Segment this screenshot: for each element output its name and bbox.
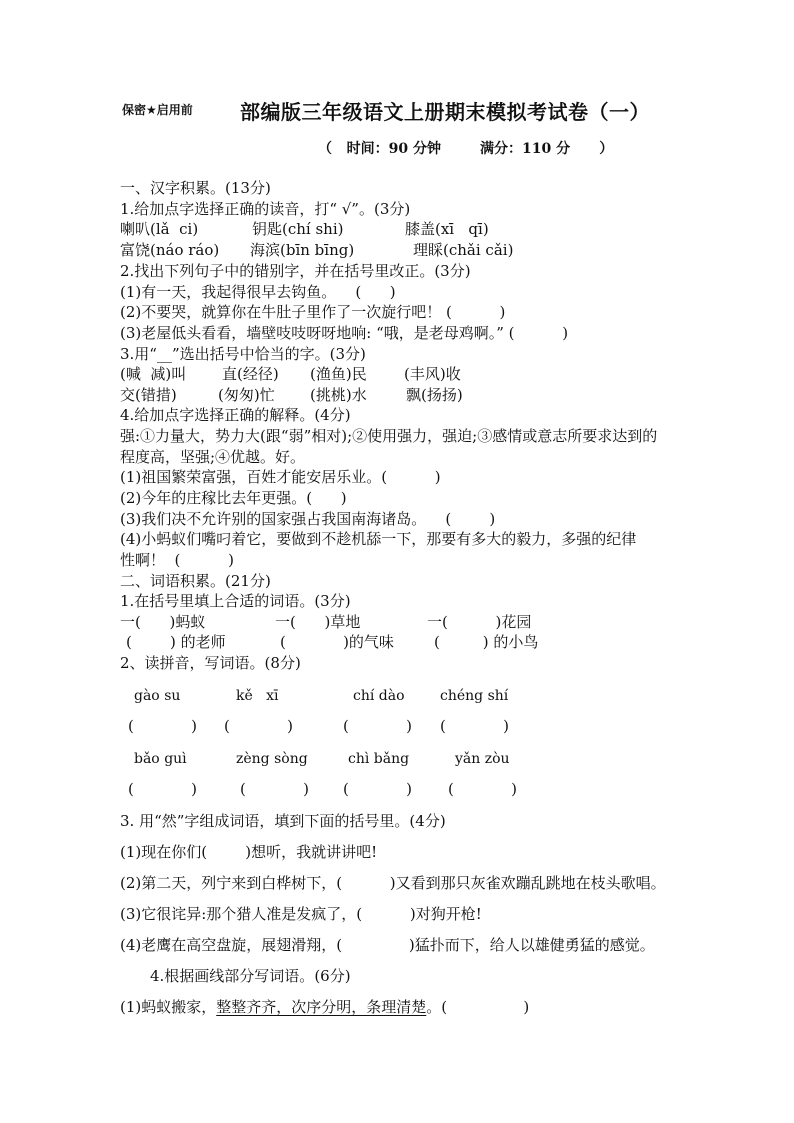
s2q3-prompt: 3. 用“然”字组成词语，填到下面的括号里。(4分) bbox=[120, 812, 446, 830]
pinyin-label: yǎn zòu bbox=[455, 751, 510, 767]
s2q1-cell: ( ) 的老师 bbox=[126, 633, 226, 651]
q4-line: (2)今年的庄稼比去年更强。( ) bbox=[120, 489, 347, 507]
q4-line: (4)小蚂蚁们嘴叼着它，要做到不趁机舔一下，那要有多大的毅力，多强的纪律 bbox=[120, 530, 637, 548]
answer-blank[interactable]: ( ) bbox=[240, 780, 309, 798]
q3-cell: (丰风)收 bbox=[404, 365, 461, 383]
s2q3-line: (3)它很诧异:那个猎人准是发疯了，( )对狗开枪! bbox=[120, 905, 482, 923]
exam-time-score: （ 时间：90 分钟 满分：110 分 ） bbox=[318, 141, 614, 157]
pinyin-label: chì bǎng bbox=[348, 751, 410, 767]
answer-blank[interactable]: ( ) bbox=[343, 780, 412, 798]
s2q4-line-prefix: (1)蚂蚁搬家， bbox=[120, 998, 217, 1016]
answer-blank[interactable]: ( ) bbox=[224, 717, 293, 735]
pinyin-label: zèng sòng bbox=[236, 751, 308, 767]
q1-item: 钥匙(chí shi) bbox=[252, 220, 344, 238]
pinyin-label: gào su bbox=[134, 688, 181, 704]
q1-item: 富饶(náo ráo) bbox=[120, 241, 220, 259]
q1-item: 理睬(chǎi cǎi) bbox=[413, 241, 514, 259]
q2-line: (1)有一天，我起得很早去钩鱼。 ( ) bbox=[120, 283, 396, 301]
confidential-mark: 保密★启用前 bbox=[122, 103, 193, 117]
s2q1-cell: ( )的气味 bbox=[280, 633, 394, 651]
q3-prompt: 3.用“__”选出括号中恰当的字。(3分) bbox=[120, 345, 366, 363]
s2q3-line: (4)老鹰在高空盘旋，展翅滑翔，( )猛扑而下，给人以雄健勇猛的感觉。 bbox=[120, 936, 655, 954]
pinyin-label: chí dào bbox=[353, 688, 405, 704]
answer-blank[interactable]: ( ) bbox=[440, 717, 509, 735]
exam-title: 部编版三年级语文上册期末模拟考试卷（一） bbox=[240, 100, 650, 124]
s2q4-line bbox=[120, 997, 529, 1017]
q1-item: 海滨(bīn bīng) bbox=[250, 241, 355, 259]
q3-cell: (喊 减)叫 bbox=[120, 365, 187, 383]
q1-item: 喇叭(lǎ ci) bbox=[120, 220, 199, 238]
section2-heading: 二、词语积累。(21分) bbox=[120, 572, 271, 590]
q2-prompt: 2.找出下列句子中的错别字，并在括号里改正。(3分) bbox=[120, 262, 471, 280]
s2q1-cell: ( ) 的小鸟 bbox=[434, 633, 539, 651]
q4-line: 性啊！ ( ) bbox=[120, 551, 234, 569]
section1-heading: 一、汉字积累。(13分) bbox=[120, 179, 271, 197]
pinyin-label: bǎo guì bbox=[134, 751, 187, 767]
s2q2-prompt: 2、读拼音，写词语。(8分) bbox=[120, 654, 301, 672]
q3-cell: 直(经径) bbox=[222, 365, 279, 383]
answer-blank[interactable]: ( ) bbox=[128, 717, 197, 735]
s2q3-line: (1)现在你们( )想听，我就讲讲吧! bbox=[120, 843, 378, 861]
q4-line: (3)我们决不允许别的国家强占我国南海诸岛。 ( ) bbox=[120, 510, 496, 528]
q4-definition: 强:①力量大，势力大(跟“弱”相对);②使用强力，强迫;③感情或意志所要求达到的 bbox=[120, 427, 658, 445]
q4-line: (1)祖国繁荣富强，百姓才能安居乐业。( ) bbox=[120, 468, 441, 486]
q3-cell: 飘(扬扬) bbox=[406, 386, 463, 404]
s2q4-line-suffix: 。( ) bbox=[426, 998, 530, 1016]
pinyin-label: chéng shí bbox=[440, 688, 509, 704]
q3-cell: (渔鱼)民 bbox=[310, 365, 367, 383]
q3-cell: (匆匆)忙 bbox=[218, 386, 275, 404]
s2q4-prompt: 4.根据画线部分写词语。(6分) bbox=[150, 967, 351, 985]
q2-line: (3)老屋低头看看，墙壁吱吱呀呀地响: “哦，是老母鸡啊。” ( ) bbox=[120, 324, 569, 342]
s2q1-cell: 一( )草地 bbox=[275, 613, 361, 631]
q2-line: (2)不要哭，就算你在牛肚子里作了一次旋行吧！ ( ) bbox=[120, 303, 506, 321]
q1-prompt: 1.给加点字选择正确的读音，打“ √”。(3分) bbox=[120, 200, 411, 218]
q1-item: 膝盖(xī qī) bbox=[405, 220, 489, 238]
answer-blank[interactable]: ( ) bbox=[343, 717, 412, 735]
q4-definition: 程度高，坚强;④优越。好。 bbox=[120, 448, 306, 466]
s2q1-cell: 一( )蚂蚁 bbox=[120, 613, 206, 631]
answer-blank[interactable]: ( ) bbox=[128, 780, 197, 798]
q3-cell: 交(错措) bbox=[120, 386, 177, 404]
underlined-phrase: 整整齐齐，次序分明，条理清楚 bbox=[216, 998, 427, 1016]
q4-prompt: 4.给加点字选择正确的解释。(4分) bbox=[120, 406, 351, 424]
pinyin-label: kě xī bbox=[236, 688, 279, 704]
answer-blank[interactable]: ( ) bbox=[448, 780, 517, 798]
s2q1-cell: 一( )花园 bbox=[427, 613, 532, 631]
s2q3-line: (2)第二天，列宁来到白桦树下，( )又看到那只灰雀欢蹦乱跳地在枝头歌唱。 bbox=[120, 874, 666, 892]
s2q1-prompt: 1.在括号里填上合适的词语。(3分) bbox=[120, 592, 351, 610]
q3-cell: (挑桃)水 bbox=[310, 386, 367, 404]
